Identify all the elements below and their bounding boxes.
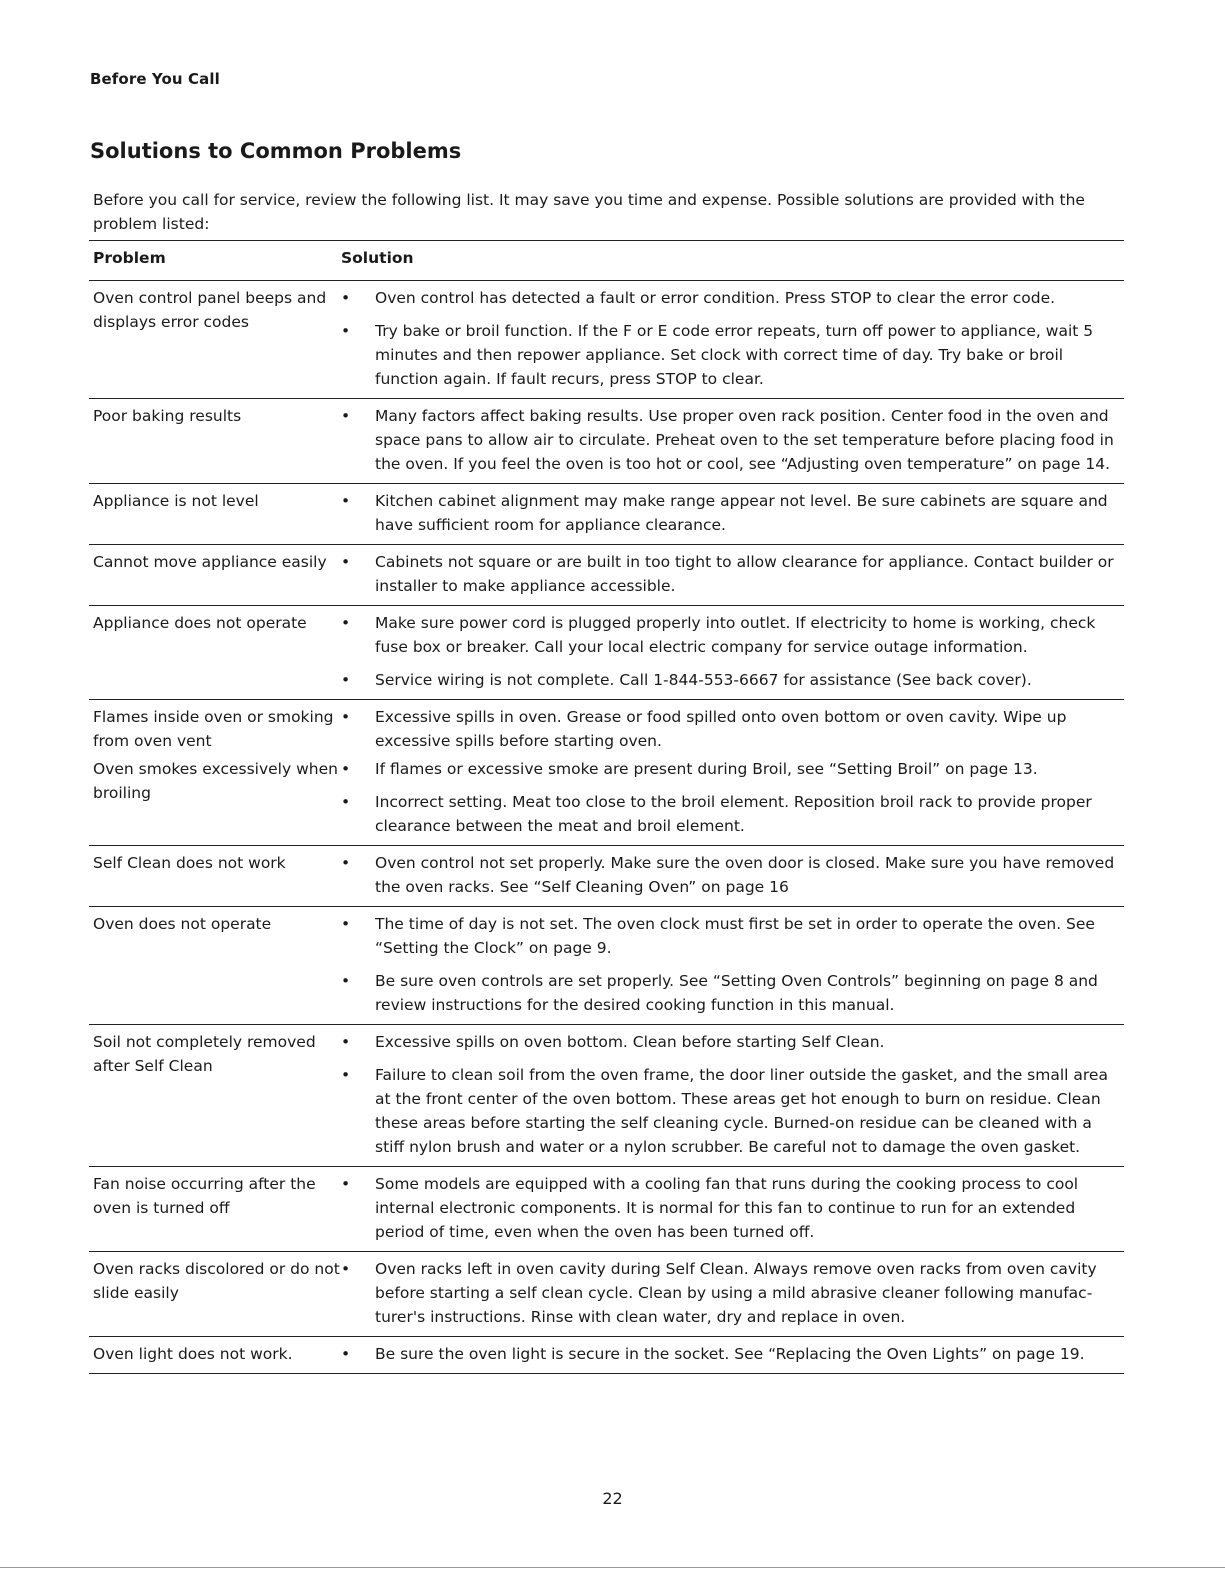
solution-cell [341,1257,1124,1329]
solution-cell [341,550,1124,598]
solution-item [341,550,1120,598]
solution-text: Some models are equipped with a cooling fan that runs during the cooking process to cool internal electronic components. It is normal for this fan to continue to run for an extended period of time, even when the oven has been turned off. [375,1175,1079,1241]
bullet-icon: • [341,553,351,571]
solution-text: Be sure oven controls are set properly. See “Setting Oven Controls” beginning on page 8 and review instructions for the desired cooking function in this manual. [375,972,1098,1014]
problem-cell: Appliance is not level [93,492,259,510]
column-header-solution: Solution [341,249,414,267]
problem-cell: Soil not completely removed after Self Clean [93,1033,316,1075]
column-header-problem: Problem [93,249,166,267]
solution-text: Make sure power cord is plugged properly into outlet. If electricity to home is working, check fuse box or breaker. Call your local electric company for service outage information. [375,614,1096,656]
problem-cell: Poor baking results [93,407,242,425]
solution-cell [341,851,1124,899]
solution-item [341,1030,1120,1054]
problem-cell: Flames inside oven or smoking from oven vent [93,708,334,750]
bullet-icon: • [341,915,351,933]
solution-text: Be sure the oven light is secure in the socket. See “Replacing the Oven Lights” on page 19. [375,1345,1085,1363]
bullet-icon: • [341,322,351,340]
bullet-icon: • [341,760,351,778]
bullet-icon: • [341,407,351,425]
solution-item [341,1063,1120,1159]
table-body [89,281,1124,1374]
solution-text: Kitchen cabinet alignment may make range appear not level. Be sure cabinets are square and have sufficient room for appliance clearance. [375,492,1108,534]
solution-item [341,611,1120,659]
problem-cell: Fan noise occurring after the oven is turned off [93,1175,316,1217]
solution-item [341,404,1120,476]
bullet-icon: • [341,492,351,510]
table-row [89,907,1124,1025]
bullet-icon: • [341,1033,351,1051]
solution-text: Incorrect setting. Meat too close to the broil element. Reposition broil rack to provide proper clearance between the meat and broil element. [375,793,1092,835]
solution-item [341,668,1120,692]
table-row [89,281,1124,399]
solution-item [341,705,1120,753]
solution-text: If flames or excessive smoke are present during Broil, see “Setting Broil” on page 13. [375,760,1038,778]
bullet-icon: • [341,708,351,726]
bullet-icon: • [341,1345,351,1363]
solution-item [341,319,1120,391]
problem-cell: Cannot move appliance easily [93,553,327,571]
problem-cell: Oven smokes excessively when broiling [93,760,338,802]
bullet-icon: • [341,1260,351,1278]
table-row [89,399,1124,484]
page-title: Solutions to Common Problems [90,139,462,163]
solution-cell [341,1030,1124,1159]
table-row [89,700,1124,755]
bullet-icon: • [341,854,351,872]
solution-item [341,790,1120,838]
solution-text: Oven racks left in oven cavity during Self Clean. Always remove oven racks from oven cavity before starting a self clean cycle. Clean by using a mild abrasive cleaner following manufac-turer's instructions. Rinse with clean water, dry and replace in oven. [375,1260,1097,1326]
solution-cell [341,705,1124,753]
problem-cell: Oven racks discolored or do not slide easily [93,1260,340,1302]
solution-item [341,851,1120,899]
solution-item [341,489,1120,537]
solution-cell [341,404,1124,476]
bullet-icon: • [341,614,351,632]
bullet-icon: • [341,289,351,307]
table-header [89,241,1124,281]
solution-item [341,286,1120,310]
bullet-icon: • [341,793,351,811]
solution-cell [341,489,1124,537]
problem-cell: Oven does not operate [93,915,272,933]
bullet-icon: • [341,671,351,689]
problem-cell: Self Clean does not work [93,854,286,872]
solution-item [341,1342,1120,1366]
solution-item [341,757,1120,781]
solution-cell [341,611,1124,692]
solution-text: The time of day is not set. The oven clock must first be set in order to operate the oven. See “Setting the Clock” on page 9. [375,915,1095,957]
page-number: 22 [602,1489,623,1508]
solution-text: Failure to clean soil from the oven frame, the door liner outside the gasket, and the small area at the front center of the oven bottom. These areas get hot enough to burn on residue. Clean these areas before starting the self cleaning cycle. Burned-on residue can be cleaned with a stiff nylon brush and water or a nylon scrubber. Be careful not to damage the oven gasket. [375,1066,1108,1156]
solution-text: Excessive spills in oven. Grease or food spilled onto oven bottom or oven cavity. Wipe up excessive spills before starting oven. [375,708,1067,750]
intro-paragraph: Before you call for service, review the following list. It may save you time and expense. Possible solutions are provided with the problem listed: [93,191,1085,233]
bullet-icon: • [341,1175,351,1193]
table-row [89,545,1124,606]
problem-cell: Oven control panel beeps and displays error codes [93,289,327,331]
problem-cell: Appliance does not operate [93,614,307,632]
table-row [89,1252,1124,1337]
table-row [89,1337,1124,1374]
table-row [89,846,1124,907]
solution-text: Oven control has detected a fault or error condition. Press STOP to clear the error code. [375,289,1056,307]
table-row [89,1025,1124,1167]
solution-text: Cabinets not square or are built in too tight to allow clearance for appliance. Contact builder or installer to make appliance accessible. [375,553,1114,595]
solution-cell [341,1342,1124,1366]
solution-text: Try bake or broil function. If the F or E code error repeats, turn off power to appliance, wait 5 minutes and then repower appliance. Set clock with correct time of day. Try bake or broil function again. If fault recurs, press STOP to clear. [375,322,1094,388]
bullet-icon: • [341,972,351,990]
table-row [89,1167,1124,1252]
solution-text: Many factors affect baking results. Use proper oven rack position. Center food in the oven and space pans to allow air to circulate. Preheat oven to the set temperature before placing food in the oven. If you feel the oven is too hot or cool, see “Adjusting oven temperature” on page 14. [375,407,1114,473]
solution-item [341,1257,1120,1329]
solution-text: Excessive spills on oven bottom. Clean before starting Self Clean. [375,1033,885,1051]
solution-item [341,912,1120,960]
bottom-rule [0,1567,1225,1568]
solution-text: Oven control not set properly. Make sure the oven door is closed. Make sure you have removed the oven racks. See “Self Cleaning Oven” on page 16 [375,854,1115,896]
section-label: Before You Call [90,70,220,88]
solution-cell [341,912,1124,1017]
table-row [89,484,1124,545]
table-row [89,755,1124,846]
solution-item [341,1172,1120,1244]
solution-cell [341,1172,1124,1244]
solution-item [341,969,1120,1017]
solution-text: Service wiring is not complete. Call 1-844-553-6667 for assistance (See back cover). [375,671,1032,689]
troubleshooting-table [89,240,1124,1374]
bullet-icon: • [341,1066,351,1084]
solution-cell [341,286,1124,391]
solution-cell [341,757,1124,838]
problem-cell: Oven light does not work. [93,1345,293,1363]
table-row [89,606,1124,700]
